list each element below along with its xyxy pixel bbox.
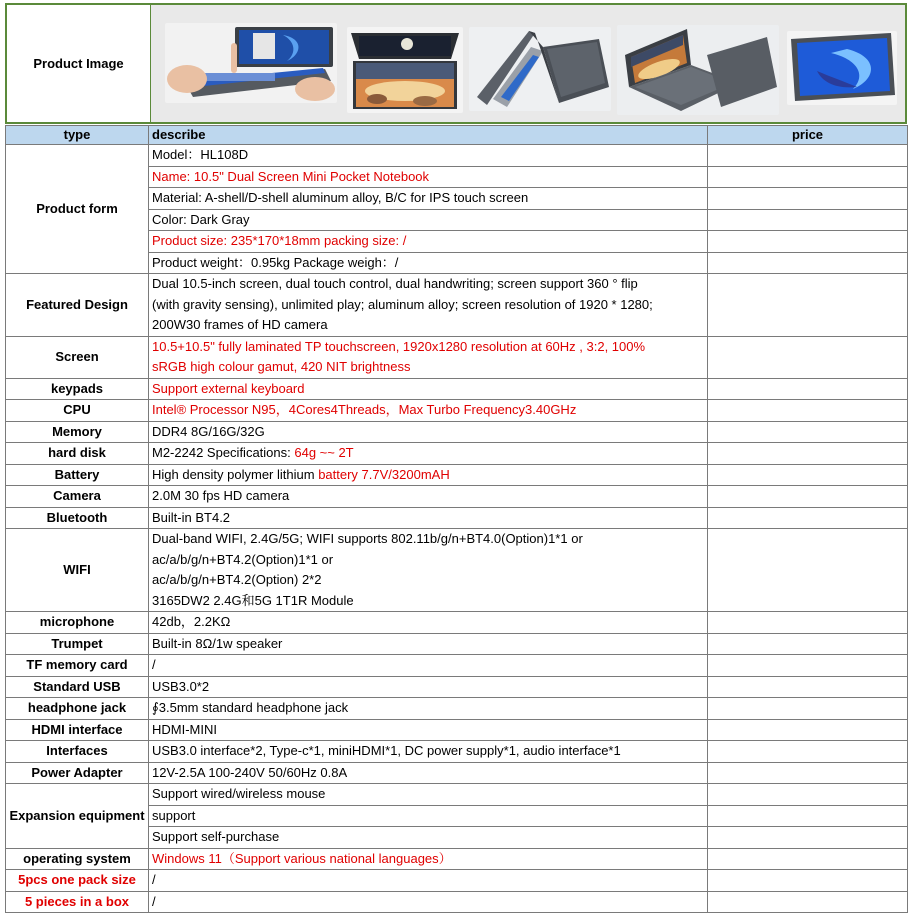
describe-text: battery 7.7V/3200mAH xyxy=(318,466,450,482)
describe-line xyxy=(152,634,704,655)
table-row xyxy=(6,676,908,698)
describe-line xyxy=(152,465,704,486)
describe-line xyxy=(152,295,704,316)
type-cell-memory: Memory xyxy=(6,421,149,443)
describe-text: / xyxy=(152,872,156,887)
price-cell[interactable] xyxy=(708,336,908,378)
describe-cell-power-adapter xyxy=(149,762,708,784)
price-cell[interactable] xyxy=(708,719,908,741)
type-cell-battery: Battery xyxy=(6,464,149,486)
price-cell[interactable] xyxy=(708,612,908,634)
describe-line xyxy=(152,677,704,698)
describe-text: DDR4 8G/16G/32G xyxy=(152,423,265,439)
laptop-tent-photo xyxy=(469,27,611,111)
describe-cell-expansion: Support self-purchase xyxy=(149,827,708,849)
describe-line xyxy=(152,741,704,762)
describe-cell-product-form xyxy=(149,231,708,253)
describe-cell-product-form xyxy=(149,166,708,188)
describe-text: / xyxy=(152,893,156,909)
describe-line xyxy=(152,849,704,870)
describe-cell-os xyxy=(149,848,708,870)
describe-text: sRGB high colour gamut, 420 NIT brightness xyxy=(152,359,411,374)
describe-text: Name: 10.5" Dual Screen Mini Pocket Notebook xyxy=(152,168,430,184)
describe-text: Dual 10.5-inch screen, dual touch control, dual handwriting; screen support 360 ° flip xyxy=(152,276,638,291)
type-cell-camera: Camera xyxy=(6,486,149,508)
type-cell-wifi: WIFI xyxy=(6,529,149,612)
price-cell[interactable] xyxy=(708,464,908,486)
describe-line xyxy=(152,210,704,231)
describe-line xyxy=(152,253,704,274)
describe-line xyxy=(152,720,704,741)
product-image-strip xyxy=(151,5,905,122)
table-row xyxy=(6,378,908,400)
type-cell-pack-size: 5pcs one pack size xyxy=(6,870,149,892)
price-cell[interactable] xyxy=(708,274,908,337)
price-cell[interactable] xyxy=(708,166,908,188)
describe-cell-box xyxy=(149,891,708,913)
describe-text: Product weight：0.95kg Package weigh：/ xyxy=(152,254,399,270)
describe-line xyxy=(152,529,704,550)
spec-table xyxy=(5,125,908,913)
price-cell[interactable] xyxy=(708,698,908,720)
describe-text: 12V-2.5A 100-240V 50/60Hz 0.8A xyxy=(152,764,348,780)
type-cell-product-form: Product form xyxy=(6,145,149,274)
table-row xyxy=(6,274,908,337)
describe-line xyxy=(152,379,704,400)
describe-line xyxy=(152,508,704,529)
type-cell-interfaces: Interfaces xyxy=(6,741,149,763)
table-row xyxy=(6,741,908,763)
describe-cell-camera xyxy=(149,486,708,508)
describe-cell-product-form xyxy=(149,145,708,167)
describe-cell-product-form xyxy=(149,252,708,274)
describe-cell-microphone xyxy=(149,612,708,634)
table-row xyxy=(6,486,908,508)
describe-text: Windows 11（Support various national languages） xyxy=(152,850,452,866)
describe-line xyxy=(152,357,704,378)
laptop-angle-photo xyxy=(617,25,779,115)
describe-line xyxy=(152,870,704,891)
table-row xyxy=(6,762,908,784)
describe-line xyxy=(152,337,704,358)
describe-text: Color: Dark Gray xyxy=(152,211,250,227)
describe-line xyxy=(152,400,704,421)
describe-text: Model：HL108D xyxy=(152,147,249,162)
describe-text: High density polymer lithium xyxy=(152,466,319,482)
price-cell[interactable] xyxy=(708,231,908,253)
describe-text: Dual-band WIFI, 2.4G/5G; WIFI supports 802.11b/g/n+BT4.0(Option)1*1 or xyxy=(152,531,583,546)
describe-text: 10.5+10.5" fully laminated TP touchscreen, 1920x1280 resolution at 60Hz , 3:2, 100% xyxy=(152,338,646,354)
price-cell[interactable] xyxy=(708,529,908,612)
describe-line xyxy=(152,655,704,676)
price-cell[interactable] xyxy=(708,762,908,784)
describe-text: (with gravity sensing), unlimited play; aluminum alloy; screen resolution of 1920 * 1280; xyxy=(152,296,653,312)
describe-text: HDMI-MINI xyxy=(152,721,217,737)
describe-cell-battery xyxy=(149,464,708,486)
describe-cell-screen xyxy=(149,336,708,378)
describe-line xyxy=(152,188,704,209)
describe-text: 42db，2.2KΩ xyxy=(152,614,231,629)
describe-text: 64g ~~ 2T xyxy=(294,445,354,460)
type-cell-os: operating system xyxy=(6,848,149,870)
describe-line xyxy=(152,443,704,464)
table-row xyxy=(6,719,908,741)
describe-cell-keypads xyxy=(149,378,708,400)
table-row xyxy=(6,612,908,634)
table-row xyxy=(6,145,908,167)
describe-cell-hard-disk xyxy=(149,443,708,465)
describe-text: 3165DW2 2.4G和5G 1T1R Module xyxy=(152,592,354,608)
describe-line xyxy=(152,422,704,443)
laptop-hands-photo xyxy=(165,23,337,103)
type-cell-cpu: CPU xyxy=(6,400,149,422)
describe-cell-featured-design xyxy=(149,274,708,337)
table-row xyxy=(6,400,908,422)
tablet-photo xyxy=(787,31,897,105)
header-row xyxy=(6,126,908,145)
price-header: price xyxy=(708,126,908,145)
product-image-label: Product Image xyxy=(7,5,151,122)
type-header: type xyxy=(6,126,149,145)
type-cell-hard-disk: hard disk xyxy=(6,443,149,465)
describe-cell-interfaces xyxy=(149,741,708,763)
describe-line xyxy=(152,763,704,784)
price-cell[interactable] xyxy=(708,676,908,698)
describe-text: ac/a/b/g/n+BT4.2(Option) 2*2 xyxy=(152,572,322,587)
describe-line xyxy=(152,591,704,612)
describe-text: Product size: 235*170*18mm packing size: / xyxy=(152,233,407,248)
table-row xyxy=(6,891,908,913)
table-row xyxy=(6,507,908,529)
describe-text: Built-in 8Ω/1w speaker xyxy=(152,635,283,651)
describe-line xyxy=(152,550,704,571)
product-image-row xyxy=(5,3,907,124)
price-cell[interactable] xyxy=(708,486,908,508)
price-cell[interactable] xyxy=(708,252,908,274)
describe-cell-cpu xyxy=(149,400,708,422)
type-cell-expansion: Expansion equipment xyxy=(6,784,149,849)
describe-cell-pack-size xyxy=(149,870,708,892)
table-row xyxy=(6,633,908,655)
price-cell[interactable] xyxy=(708,805,908,827)
describe-text: 200W30 frames of HD camera xyxy=(152,317,328,332)
price-cell[interactable] xyxy=(708,421,908,443)
type-cell-featured-design: Featured Design xyxy=(6,274,149,337)
type-cell-tf-card: TF memory card xyxy=(6,655,149,677)
describe-cell-expansion: Support wired/wireless mouse xyxy=(149,784,708,806)
table-row xyxy=(6,464,908,486)
laptop-open-photo xyxy=(347,27,463,113)
describe-text: / xyxy=(152,657,156,672)
price-cell[interactable] xyxy=(708,633,908,655)
describe-text: Material: A-shell/D-shell aluminum alloy, B/C for IPS touch screen xyxy=(152,190,529,205)
describe-cell-memory xyxy=(149,421,708,443)
describe-cell-product-form xyxy=(149,209,708,231)
type-cell-standard-usb: Standard USB xyxy=(6,676,149,698)
describe-cell-hdmi xyxy=(149,719,708,741)
price-cell[interactable] xyxy=(708,827,908,849)
describe-cell-wifi xyxy=(149,529,708,612)
describe-line xyxy=(152,612,704,633)
describe-cell-trumpet xyxy=(149,633,708,655)
table-row xyxy=(6,655,908,677)
describe-line xyxy=(152,486,704,507)
describe-line xyxy=(152,698,704,719)
describe-text: Intel® Processor N95，4Cores4Threads，Max Turbo Frequency3.40GHz xyxy=(152,402,577,417)
type-cell-screen: Screen xyxy=(6,336,149,378)
price-cell[interactable] xyxy=(708,655,908,677)
table-row xyxy=(6,529,908,612)
table-row xyxy=(6,443,908,465)
describe-line xyxy=(152,315,704,336)
type-cell-box: 5 pieces in a box xyxy=(6,891,149,913)
type-cell-keypads: keypads xyxy=(6,378,149,400)
describe-line xyxy=(152,274,704,295)
table-row xyxy=(6,848,908,870)
describe-line xyxy=(152,231,704,252)
table-row xyxy=(6,698,908,720)
price-cell[interactable] xyxy=(708,848,908,870)
describe-text: USB3.0 interface*2, Type-c*1, miniHDMI*1, DC power supply*1, audio interface*1 xyxy=(152,743,621,758)
type-cell-bluetooth: Bluetooth xyxy=(6,507,149,529)
describe-line xyxy=(152,145,704,166)
describe-cell-standard-usb xyxy=(149,676,708,698)
price-cell[interactable] xyxy=(708,891,908,913)
type-cell-microphone: microphone xyxy=(6,612,149,634)
describe-cell-tf-card xyxy=(149,655,708,677)
price-cell[interactable] xyxy=(708,741,908,763)
describe-text: Built-in BT4.2 xyxy=(152,509,231,525)
price-cell[interactable] xyxy=(708,188,908,210)
describe-cell-headphone xyxy=(149,698,708,720)
table-row xyxy=(6,784,908,806)
describe-header: describe xyxy=(149,126,708,145)
type-cell-power-adapter: Power Adapter xyxy=(6,762,149,784)
describe-text: M2-2242 Specifications: xyxy=(152,445,295,460)
price-cell[interactable] xyxy=(708,507,908,529)
price-cell[interactable] xyxy=(708,378,908,400)
table-row xyxy=(6,421,908,443)
describe-line xyxy=(152,570,704,591)
type-cell-headphone: headphone jack xyxy=(6,698,149,720)
describe-text: ac/a/b/g/n+BT4.2(Option)1*1 or xyxy=(152,551,334,567)
describe-text: Support external keyboard xyxy=(152,380,305,396)
describe-line xyxy=(152,167,704,188)
price-cell[interactable] xyxy=(708,145,908,167)
price-cell[interactable] xyxy=(708,443,908,465)
price-cell[interactable] xyxy=(708,784,908,806)
type-cell-hdmi: HDMI interface xyxy=(6,719,149,741)
table-row xyxy=(6,870,908,892)
describe-cell-expansion: support xyxy=(149,805,708,827)
table-row xyxy=(6,336,908,378)
describe-cell-product-form xyxy=(149,188,708,210)
price-cell[interactable] xyxy=(708,870,908,892)
price-cell[interactable] xyxy=(708,209,908,231)
describe-text: USB3.0*2 xyxy=(152,678,210,694)
describe-line xyxy=(152,892,704,913)
type-cell-trumpet: Trumpet xyxy=(6,633,149,655)
describe-cell-bluetooth xyxy=(149,507,708,529)
price-cell[interactable] xyxy=(708,400,908,422)
describe-text: 2.0M 30 fps HD camera xyxy=(152,488,290,503)
describe-text: ∮3.5mm standard headphone jack xyxy=(152,700,349,715)
